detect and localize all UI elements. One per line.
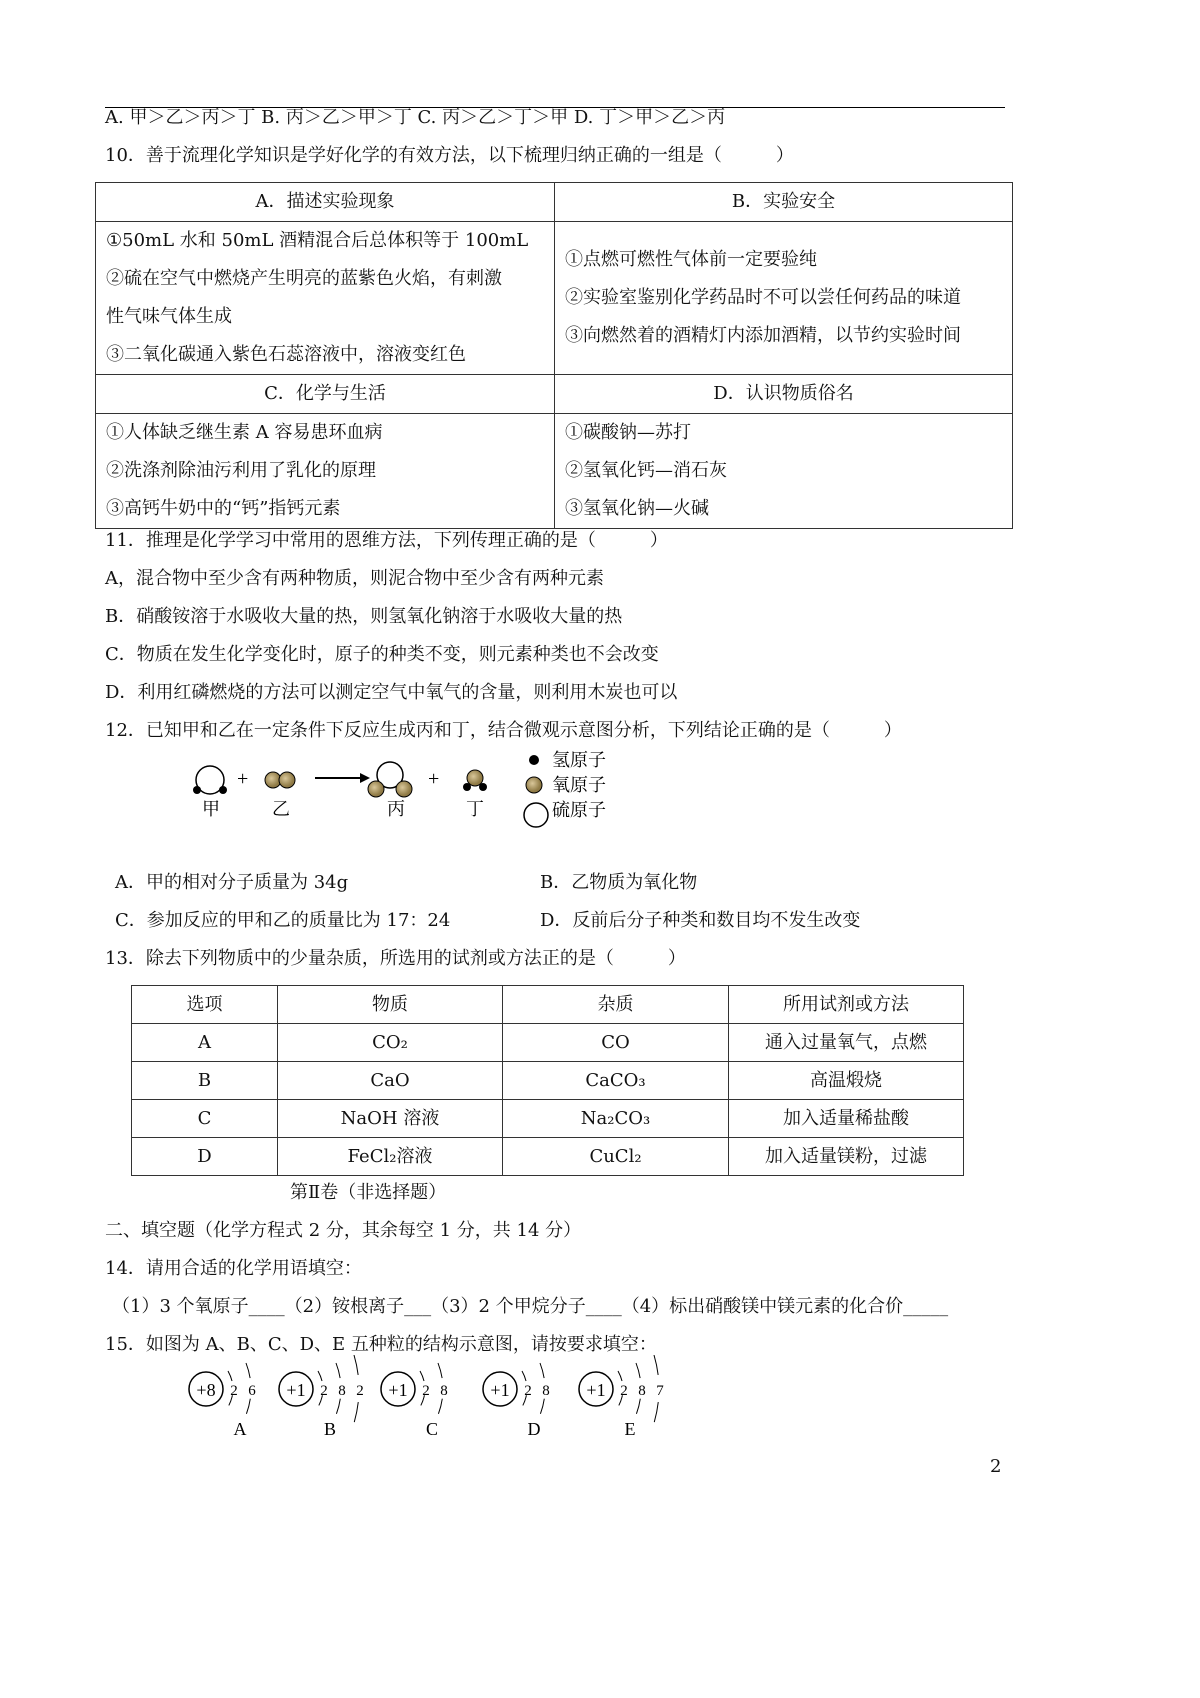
q10-d-item: ②氢氧化钙—消石灰	[565, 460, 727, 481]
q10-c-cell	[96, 414, 555, 529]
legend-hydrogen: 氢原子	[552, 750, 606, 770]
q9-options: A. 甲＞乙＞丙＞丁 B. 丙＞乙＞甲＞丁 C. 丙＞乙＞丁＞甲 D. 丁＞甲＞乙＞丙	[105, 107, 726, 128]
particle-a	[189, 1363, 256, 1439]
page-number: 2	[990, 1456, 1002, 1477]
q12-option-c: C．参加反应的甲和乙的质量比为 17：24	[115, 910, 451, 931]
q10-a-cell	[96, 222, 555, 375]
legend-sulfur: 硫原子	[552, 800, 606, 820]
table-row	[132, 1062, 964, 1100]
table-cell: CaO	[278, 1062, 503, 1100]
q10-a-item: ②硫在空气中燃烧产生明亮的蓝紫色火焰，有刺激	[106, 268, 502, 289]
table-cell: Na₂CO₃	[503, 1100, 729, 1138]
q15-stem: 15．如图为 A、B、C、D、E 五种粒的结构示意图，请按要求填空：	[105, 1334, 657, 1355]
q10-b-title: B．实验安全	[555, 183, 1013, 222]
section2-heading: 二、填空题（化学方程式 2 分，其余每空 1 分，共 14 分）	[105, 1220, 582, 1241]
part2-title: 第Ⅱ卷（非选择题）	[290, 1182, 447, 1203]
plus-sign: +	[428, 768, 440, 790]
particle-label: E	[624, 1419, 636, 1439]
table-header-row	[132, 986, 964, 1024]
table-cell: 高温煅烧	[729, 1062, 964, 1100]
shell-electron-count: 8	[338, 1383, 346, 1399]
shell-electron-count: 2	[422, 1383, 430, 1399]
molecule-yi	[265, 772, 295, 788]
particle-label: A	[233, 1419, 247, 1439]
table-cell: CaCO₃	[503, 1062, 729, 1100]
q10-a-item: ③二氧化碳通入紫色石蕊溶液中，溶液变红色	[106, 344, 466, 365]
q12-option-b: B．乙物质为氧化物	[540, 872, 698, 893]
shell-electron-count: 2	[356, 1383, 364, 1399]
molecule-jia	[193, 766, 227, 794]
shell-electron-count: 2	[620, 1383, 628, 1399]
label-bing: 丙	[387, 799, 405, 819]
nucleus-charge: +8	[196, 1380, 216, 1400]
q11-option-b: B．硝酸铵溶于水吸收大量的热，则氢氧化钠溶于水吸收大量的热	[105, 606, 623, 627]
table-header: 选项	[132, 986, 278, 1024]
molecule-ding	[463, 770, 487, 791]
nucleus-charge: +1	[586, 1380, 606, 1400]
nucleus-charge: +1	[388, 1380, 408, 1400]
shell-electron-count: 8	[542, 1383, 550, 1399]
shell-electron-count: 7	[656, 1383, 664, 1399]
table-cell: D	[132, 1138, 278, 1176]
legend-sulfur-icon	[524, 803, 548, 827]
particle-e	[579, 1355, 664, 1439]
q10-b-cell	[555, 222, 1013, 375]
label-ding: 丁	[466, 799, 484, 819]
q10-d-item: ③氢氧化钠—火碱	[565, 498, 709, 519]
q12-reaction-diagram	[180, 745, 640, 835]
legend-hydrogen-icon	[529, 755, 539, 765]
table-cell: NaOH 溶液	[278, 1100, 503, 1138]
plus-sign: +	[237, 768, 249, 790]
q10-c-item: ③高钙牛奶中的“钙”指钙元素	[106, 498, 341, 519]
q10-d-cell	[555, 414, 1013, 529]
q11-option-a: A，混合物中至少含有两种物质，则泥合物中至少含有两种元素	[105, 568, 604, 589]
q10-table	[95, 182, 1013, 529]
table-row	[132, 1100, 964, 1138]
q10-c-title: C．化学与生活	[96, 375, 555, 414]
table-header: 杂质	[503, 986, 729, 1024]
shell-electron-count: 2	[524, 1383, 532, 1399]
shell-electron-count: 2	[320, 1383, 328, 1399]
particle-label: B	[323, 1419, 337, 1439]
nucleus-charge: +1	[286, 1380, 306, 1400]
table-row	[132, 1024, 964, 1062]
q11-option-d: D．利用红磷燃烧的方法可以测定空气中氧气的含量，则利用木炭也可以	[105, 682, 678, 703]
shell-electron-count: 8	[440, 1383, 448, 1399]
q10-a-item: 性气味气体生成	[106, 306, 232, 327]
table-cell: FeCl₂溶液	[278, 1138, 503, 1176]
table-cell: A	[132, 1024, 278, 1062]
table-header: 所用试剂或方法	[729, 986, 964, 1024]
particle-d	[483, 1363, 550, 1439]
particle-label: C	[425, 1419, 439, 1439]
q12-stem: 12．已知甲和乙在一定条件下反应生成丙和丁，结合微观示意图分析，下列结论正确的是（ ）	[105, 720, 902, 741]
q12-option-d: D．反前后分子种类和数目均不发生改变	[540, 910, 861, 931]
arrow-icon	[315, 773, 370, 783]
table-cell: 加入适量稀盐酸	[729, 1100, 964, 1138]
q10-c-item: ①人体缺乏继生素 A 容易患环血病	[106, 422, 383, 443]
table-cell: 通入过量氧气，点燃	[729, 1024, 964, 1062]
q10-d-item: ①碳酸钠—苏打	[565, 422, 691, 443]
molecule-bing	[368, 762, 412, 797]
q10-b-item: ②实验室鉴别化学药品时不可以尝任何药品的味道	[565, 287, 961, 308]
table-cell: CO₂	[278, 1024, 503, 1062]
shell-electron-count: 2	[230, 1383, 238, 1399]
legend-oxygen: 氧原子	[552, 775, 606, 795]
q10-b-item: ③向燃然着的酒精灯内添加酒精，以节约实验时间	[565, 325, 961, 346]
table-cell: 加入适量镁粉，过滤	[729, 1138, 964, 1176]
q10-stem: 10．善于流理化学知识是学好化学的有效方法，以下梳理归纳正确的一组是（ ）	[105, 145, 794, 166]
particle-b	[279, 1355, 364, 1439]
q12-option-a: A．甲的相对分子质量为 34g	[115, 872, 349, 893]
table-header: 物质	[278, 986, 503, 1024]
table-row	[132, 1138, 964, 1176]
q14-blanks: （1）3 个氧原子____（2）铵根离子___（3）2 个甲烷分子____（4）标出硝酸镁中镁元素的化合价_____	[112, 1296, 949, 1317]
q13-table	[131, 985, 964, 1176]
particle-label: D	[527, 1419, 541, 1439]
legend-oxygen-icon	[526, 777, 542, 793]
q11-stem: 11．推理是化学学习中常用的恩维方法，下列传理正确的是（ ）	[105, 530, 668, 551]
q15-atom-diagrams	[180, 1355, 680, 1445]
shell-electron-count: 8	[638, 1383, 646, 1399]
label-yi: 乙	[272, 799, 290, 819]
q10-a-item: ①50mL 水和 50mL 酒精混合后总体积等于 100mL	[106, 230, 529, 251]
q10-b-item: ①点燃可燃性气体前一定要验纯	[565, 249, 817, 270]
q10-d-title: D．认识物质俗名	[555, 375, 1013, 414]
label-jia: 甲	[202, 799, 220, 819]
q13-stem: 13．除去下列物质中的少量杂质，所选用的试剂或方法正的是（ ）	[105, 948, 686, 969]
q10-a-title: A．描述实验现象	[96, 183, 555, 222]
q14-stem: 14．请用合适的化学用语填空：	[105, 1258, 362, 1279]
q10-c-item: ②洗涤剂除油污利用了乳化的原理	[106, 460, 376, 481]
shell-electron-count: 6	[248, 1383, 256, 1399]
particle-c	[381, 1363, 448, 1439]
table-cell: CuCl₂	[503, 1138, 729, 1176]
table-cell: B	[132, 1062, 278, 1100]
nucleus-charge: +1	[490, 1380, 510, 1400]
q11-option-c: C．物质在发生化学变化时，原子的种类不变，则元素种类也不会改变	[105, 644, 659, 665]
table-cell: C	[132, 1100, 278, 1138]
table-cell: CO	[503, 1024, 729, 1062]
